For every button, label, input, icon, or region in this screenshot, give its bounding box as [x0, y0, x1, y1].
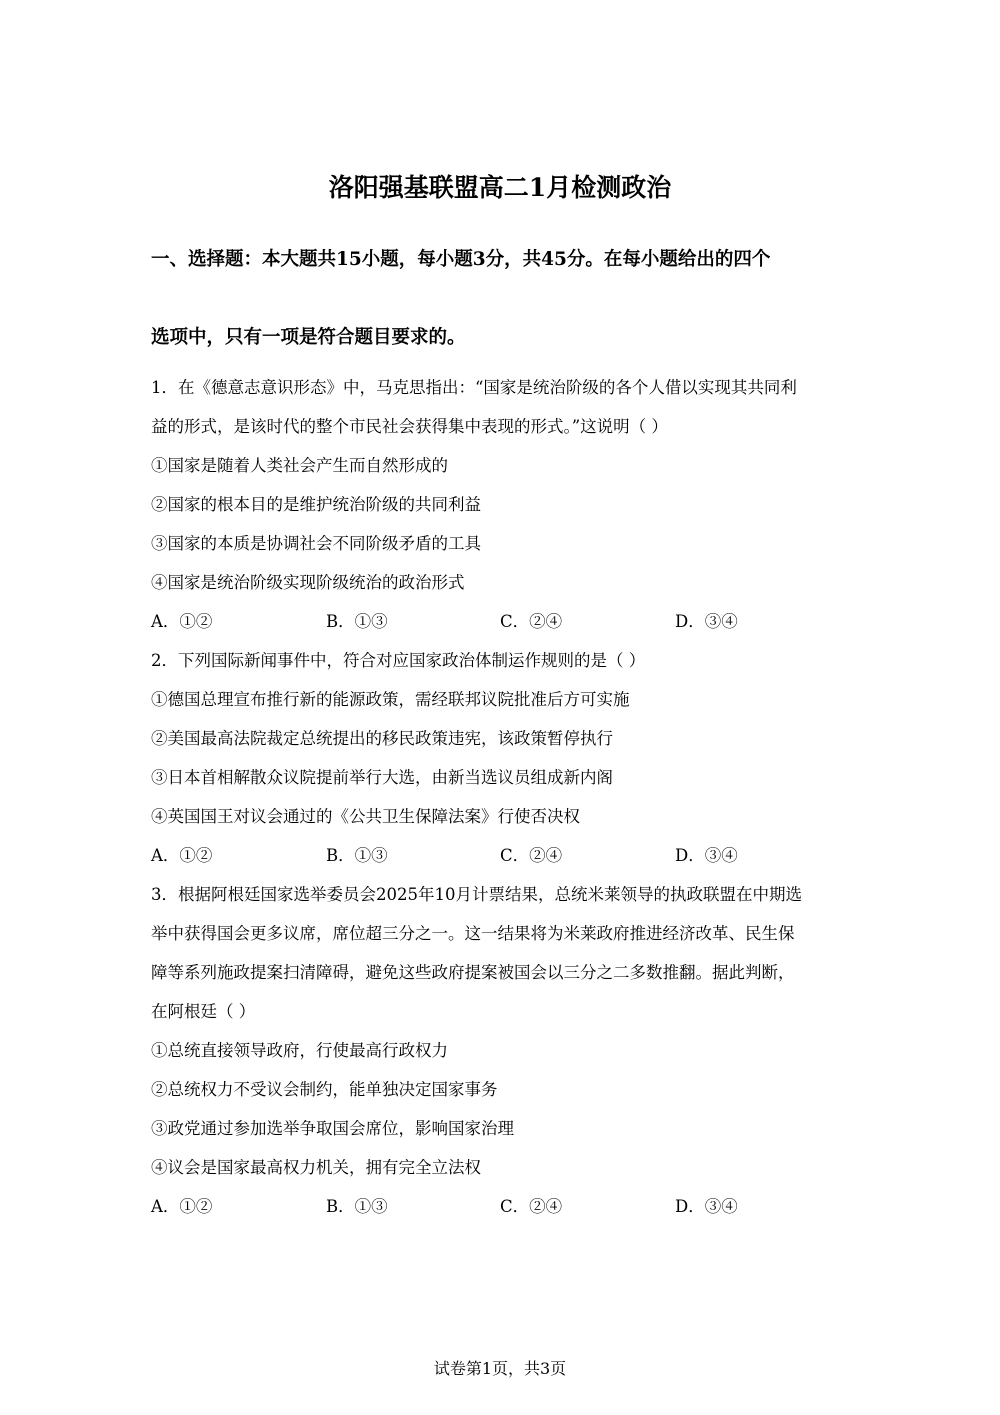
- question-3-option-c: C．②④: [500, 1197, 563, 1216]
- question-3-statement-3: ③政党通过参加选举争取国会席位，影响国家治理: [151, 1119, 514, 1138]
- question-1-statement-4: ④国家是统治阶级实现阶级统治的政治形式: [151, 573, 465, 592]
- question-3-stem-line-3: 障等系列施政提案扫清障碍，避免这些政府提案被国会以三分之二多数推翻。据此判断，: [151, 963, 795, 982]
- question-3-stem-line-1: 3．根据阿根廷国家选举委员会2025年10月计票结果，总统米莱领导的执政联盟在中期选: [151, 885, 802, 904]
- question-1-option-b: B．①③: [326, 612, 388, 631]
- question-3-stem-line-2: 举中获得国会更多议席，席位超三分之一。这一结果将为米莱政府推进经济改革、民生保: [151, 924, 795, 943]
- page-title: 洛阳强基联盟高二1月检测政治: [328, 173, 672, 202]
- question-1-option-a: A．①②: [151, 612, 213, 631]
- question-1-statement-2: ②国家的根本目的是维护统治阶级的共同利益: [151, 495, 481, 514]
- question-1-option-c: C．②④: [500, 612, 563, 631]
- question-1-statement-3: ③国家的本质是协调社会不同阶级矛盾的工具: [151, 534, 481, 553]
- question-3-statement-1: ①总统直接领导政府，行使最高行政权力: [151, 1041, 448, 1060]
- question-3-option-d: D．③④: [675, 1197, 738, 1216]
- question-3-statement-2: ②总统权力不受议会制约，能单独决定国家事务: [151, 1080, 498, 1099]
- question-3-option-a: A．①②: [151, 1197, 213, 1216]
- question-2-statement-3: ③日本首相解散众议院提前举行大选，由新当选议员组成新内阁: [151, 768, 613, 787]
- page-footer: 试卷第1页，共3页: [433, 1359, 567, 1378]
- question-2-statement-4: ④英国国王对议会通过的《公共卫生保障法案》行使否决权: [151, 807, 580, 826]
- question-2-option-b: B．①③: [326, 846, 388, 865]
- question-1-statement-1: ①国家是随着人类社会产生而自然形成的: [151, 456, 448, 475]
- question-3-option-b: B．①③: [326, 1197, 388, 1216]
- question-3-statement-4: ④议会是国家最高权力机关，拥有完全立法权: [151, 1158, 481, 1177]
- question-1-stem-line-2: 益的形式，是该时代的整个市民社会获得集中表现的形式。”这说明（ ）: [151, 417, 668, 436]
- question-2-option-d: D．③④: [675, 846, 738, 865]
- question-1-stem-line-1: 1．在《德意志意识形态》中，马克思指出：“国家是统治阶级的各个人借以实现其共同利: [151, 378, 797, 397]
- question-2-statement-1: ①德国总理宣布推行新的能源政策，需经联邦议院批准后方可实施: [151, 690, 630, 709]
- question-2-statement-2: ②美国最高法院裁定总统提出的移民政策违宪，该政策暂停执行: [151, 729, 613, 748]
- section-heading-line-2: 选项中，只有一项是符合题目要求的。: [151, 327, 466, 348]
- section-heading-line-1: 一、选择题：本大题共15小题，每小题3分，共45分。在每小题给出的四个: [151, 249, 771, 270]
- question-1-option-d: D．③④: [675, 612, 738, 631]
- question-2-option-a: A．①②: [151, 846, 213, 865]
- question-2-stem-line-1: 2．下列国际新闻事件中，符合对应国家政治体制运作规则的是（ ）: [151, 651, 646, 670]
- question-3-stem-line-4: 在阿根廷（ ）: [151, 1002, 256, 1021]
- question-2-option-c: C．②④: [500, 846, 563, 865]
